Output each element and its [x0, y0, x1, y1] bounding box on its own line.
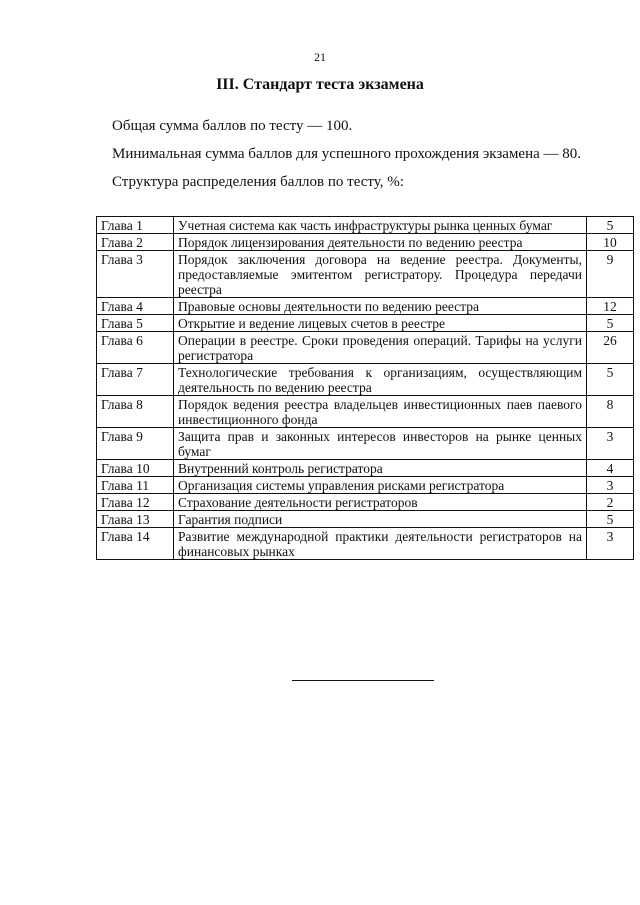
chapter-score-table — [96, 216, 634, 560]
chapter-title: Защита прав и законных интересов инвесторов на рынке ценных бумаг — [174, 428, 587, 460]
chapter-title: Гарантия подписи — [174, 511, 587, 528]
chapter-score: 5 — [587, 364, 634, 396]
chapter-score: 5 — [587, 511, 634, 528]
table-row — [97, 428, 634, 460]
table-row — [97, 528, 634, 560]
chapter-title: Операции в реестре. Сроки проведения операций. Тарифы на услуги регистратора — [174, 332, 587, 364]
chapter-label: Глава 9 — [97, 428, 174, 460]
chapter-score: 3 — [587, 428, 634, 460]
chapter-label: Глава 6 — [97, 332, 174, 364]
chapter-title: Организация системы управления рисками регистратора — [174, 477, 587, 494]
table-row — [97, 217, 634, 234]
table-row — [97, 332, 634, 364]
table-row — [97, 511, 634, 528]
chapter-score: 5 — [587, 217, 634, 234]
table-row — [97, 315, 634, 332]
chapter-title: Правовые основы деятельности по ведению реестра — [174, 298, 587, 315]
chapter-score: 12 — [587, 298, 634, 315]
chapter-label: Глава 1 — [97, 217, 174, 234]
chapter-label: Глава 8 — [97, 396, 174, 428]
page-number: 21 — [314, 50, 326, 64]
chapter-score: 3 — [587, 477, 634, 494]
chapter-label: Глава 10 — [97, 460, 174, 477]
table-row — [97, 251, 634, 298]
total-score-line: Общая сумма баллов по тесту — 100. — [112, 118, 353, 134]
chapter-score: 3 — [587, 528, 634, 560]
chapter-label: Глава 11 — [97, 477, 174, 494]
chapter-title: Порядок заключения договора на ведение реестра. Документы, предоставляемые эмитентом регистратору. Процедура передачи реестра — [174, 251, 587, 298]
chapter-label: Глава 5 — [97, 315, 174, 332]
table-row — [97, 234, 634, 251]
table-row — [97, 460, 634, 477]
chapter-title: Порядок лицензирования деятельности по ведению реестра — [174, 234, 587, 251]
chapter-score: 8 — [587, 396, 634, 428]
chapter-score: 4 — [587, 460, 634, 477]
structure-line: Структура распределения баллов по тесту, %: — [112, 174, 404, 190]
chapter-title: Технологические требования к организациям, осуществляющим деятельность по ведению реестра — [174, 364, 587, 396]
chapter-score: 2 — [587, 494, 634, 511]
chapter-title: Развитие международной практики деятельности регистраторов на финансовых рынках — [174, 528, 587, 560]
chapter-title: Порядок ведения реестра владельцев инвестиционных паев паевого инвестиционного фонда — [174, 396, 587, 428]
chapter-title: Страхование деятельности регистраторов — [174, 494, 587, 511]
chapter-label: Глава 3 — [97, 251, 174, 298]
table-row — [97, 396, 634, 428]
table-row — [97, 364, 634, 396]
chapter-score: 10 — [587, 234, 634, 251]
table-row — [97, 494, 634, 511]
signature-line — [292, 680, 434, 681]
chapter-label: Глава 7 — [97, 364, 174, 396]
chapter-label: Глава 14 — [97, 528, 174, 560]
chapter-label: Глава 13 — [97, 511, 174, 528]
chapter-label: Глава 2 — [97, 234, 174, 251]
chapter-label: Глава 4 — [97, 298, 174, 315]
chapter-score: 26 — [587, 332, 634, 364]
chapter-score: 5 — [587, 315, 634, 332]
chapter-label: Глава 12 — [97, 494, 174, 511]
chapter-score: 9 — [587, 251, 634, 298]
chapter-title: Открытие и ведение лицевых счетов в реестре — [174, 315, 587, 332]
chapter-title: Учетная система как часть инфраструктуры рынка ценных бумаг — [174, 217, 587, 234]
section-title: III. Стандарт теста экзамена — [216, 76, 424, 93]
chapter-title: Внутренний контроль регистратора — [174, 460, 587, 477]
table-row — [97, 298, 634, 315]
table-row — [97, 477, 634, 494]
min-score-line: Минимальная сумма баллов для успешного прохождения экзамена — 80. — [112, 146, 582, 162]
